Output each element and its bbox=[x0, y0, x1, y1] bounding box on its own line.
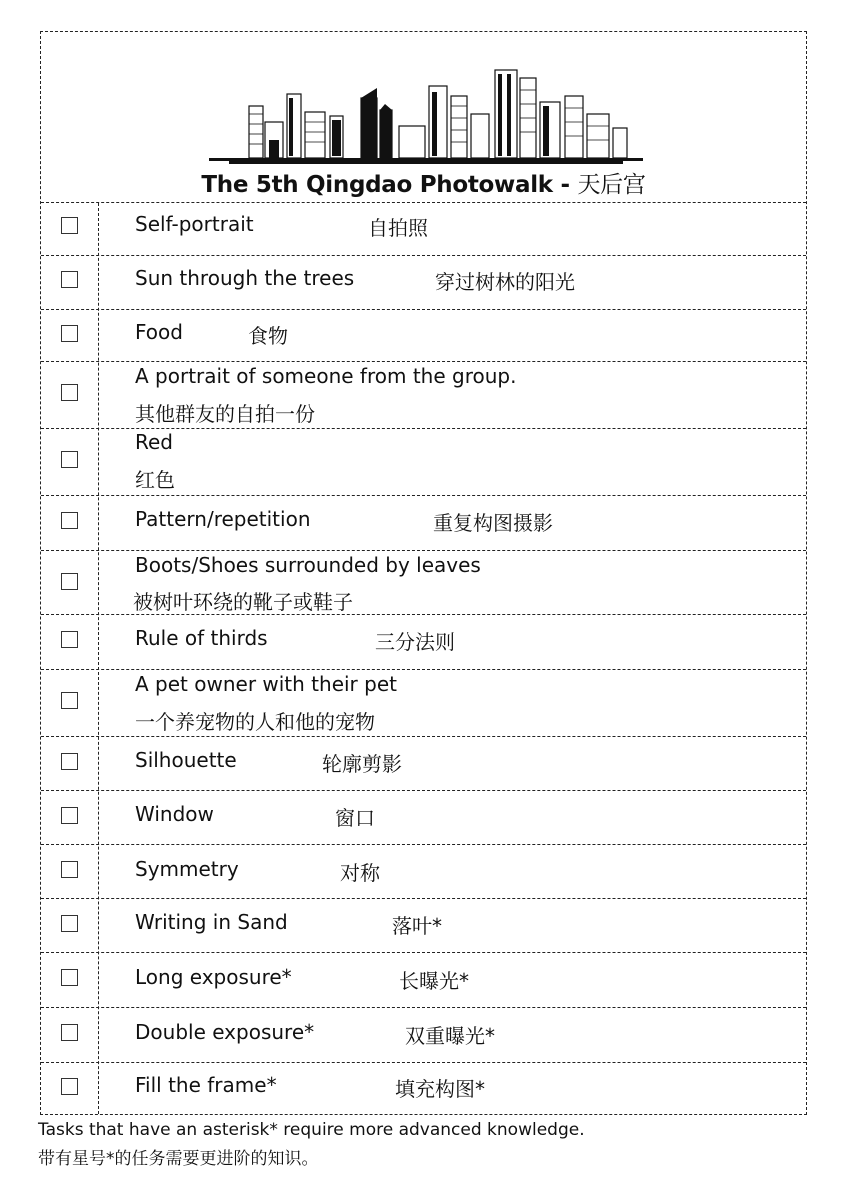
task-row bbox=[41, 1063, 806, 1116]
task-checkbox[interactable] bbox=[61, 861, 78, 878]
page-title bbox=[41, 166, 806, 199]
task-row bbox=[41, 845, 806, 899]
task-row bbox=[41, 429, 806, 496]
task-label-zh: 对称 bbox=[340, 861, 380, 885]
task-label-en: Pattern/repetition bbox=[135, 507, 311, 531]
task-row bbox=[41, 256, 806, 310]
task-label-zh: 自拍照 bbox=[368, 216, 428, 240]
task-row bbox=[41, 670, 806, 737]
task-label-zh: 一个养宠物的人和他的宠物 bbox=[135, 710, 375, 734]
task-label-zh: 长曝光* bbox=[399, 969, 469, 993]
task-row bbox=[41, 737, 806, 791]
task-label-en: Red bbox=[135, 430, 173, 454]
task-row bbox=[41, 1008, 806, 1063]
task-label-zh: 穿过树林的阳光 bbox=[435, 270, 575, 294]
task-checkbox[interactable] bbox=[61, 915, 78, 932]
task-label-en: Boots/Shoes surrounded by leaves bbox=[135, 553, 481, 577]
task-row bbox=[41, 310, 806, 362]
task-row bbox=[41, 899, 806, 953]
task-label-en: Silhouette bbox=[135, 748, 237, 772]
task-row bbox=[41, 791, 806, 845]
task-checkbox[interactable] bbox=[61, 217, 78, 234]
task-label-en: Long exposure* bbox=[135, 965, 292, 989]
city-skyline-icon bbox=[209, 64, 643, 164]
task-label-en: Fill the frame* bbox=[135, 1073, 277, 1097]
task-row bbox=[41, 362, 806, 429]
task-checkbox[interactable] bbox=[61, 807, 78, 824]
task-label-zh: 重复构图摄影 bbox=[433, 511, 553, 535]
task-checkbox[interactable] bbox=[61, 631, 78, 648]
footer-note-cn: 带有星号*的任务需要更进阶的知识。 bbox=[38, 1149, 319, 1169]
task-label-zh: 红色 bbox=[135, 468, 175, 492]
task-label-zh: 轮廓剪影 bbox=[322, 752, 402, 776]
task-checkbox[interactable] bbox=[61, 325, 78, 342]
task-checkbox[interactable] bbox=[61, 1024, 78, 1041]
task-label-zh: 被树叶环绕的靴子或鞋子 bbox=[133, 590, 353, 614]
task-label-zh: 窗口 bbox=[335, 806, 375, 830]
header bbox=[41, 32, 806, 203]
task-row bbox=[41, 551, 806, 615]
title-cn: 天后宫 bbox=[577, 172, 646, 198]
task-label-en: Double exposure* bbox=[135, 1020, 315, 1044]
task-checkbox[interactable] bbox=[61, 1078, 78, 1095]
task-checkbox[interactable] bbox=[61, 512, 78, 529]
task-checkbox[interactable] bbox=[61, 451, 78, 468]
task-label-zh: 填充构图* bbox=[395, 1077, 485, 1101]
task-label-en: Window bbox=[135, 802, 214, 826]
task-label-zh: 双重曝光* bbox=[405, 1024, 495, 1048]
title-separator: - bbox=[552, 172, 578, 198]
task-label-en: Food bbox=[135, 320, 183, 344]
task-label-en: Self-portrait bbox=[135, 212, 254, 236]
task-label-en: Writing in Sand bbox=[135, 910, 288, 934]
task-row bbox=[41, 496, 806, 551]
task-label-en: A pet owner with their pet bbox=[135, 672, 397, 696]
task-checkbox[interactable] bbox=[61, 271, 78, 288]
task-checkbox[interactable] bbox=[61, 573, 78, 590]
task-label-en: Symmetry bbox=[135, 857, 239, 881]
task-checkbox[interactable] bbox=[61, 969, 78, 986]
task-label-zh: 其他群友的自拍一份 bbox=[135, 402, 315, 426]
task-label-en: Sun through the trees bbox=[135, 266, 355, 290]
task-checkbox[interactable] bbox=[61, 753, 78, 770]
task-row bbox=[41, 953, 806, 1008]
task-row bbox=[41, 615, 806, 670]
checklist-sheet bbox=[40, 31, 807, 1115]
title-en: The 5th Qingdao Photowalk bbox=[201, 172, 553, 198]
task-checkbox[interactable] bbox=[61, 384, 78, 401]
task-label-en: A portrait of someone from the group. bbox=[135, 364, 517, 388]
footer-note-en: Tasks that have an asterisk* require more advanced knowledge. bbox=[38, 1120, 585, 1140]
task-checkbox[interactable] bbox=[61, 692, 78, 709]
task-label-zh: 食物 bbox=[248, 324, 288, 348]
task-label-zh: 落叶* bbox=[392, 914, 442, 938]
task-row bbox=[41, 203, 806, 256]
task-label-en: Rule of thirds bbox=[135, 626, 268, 650]
task-label-zh: 三分法则 bbox=[375, 630, 455, 654]
